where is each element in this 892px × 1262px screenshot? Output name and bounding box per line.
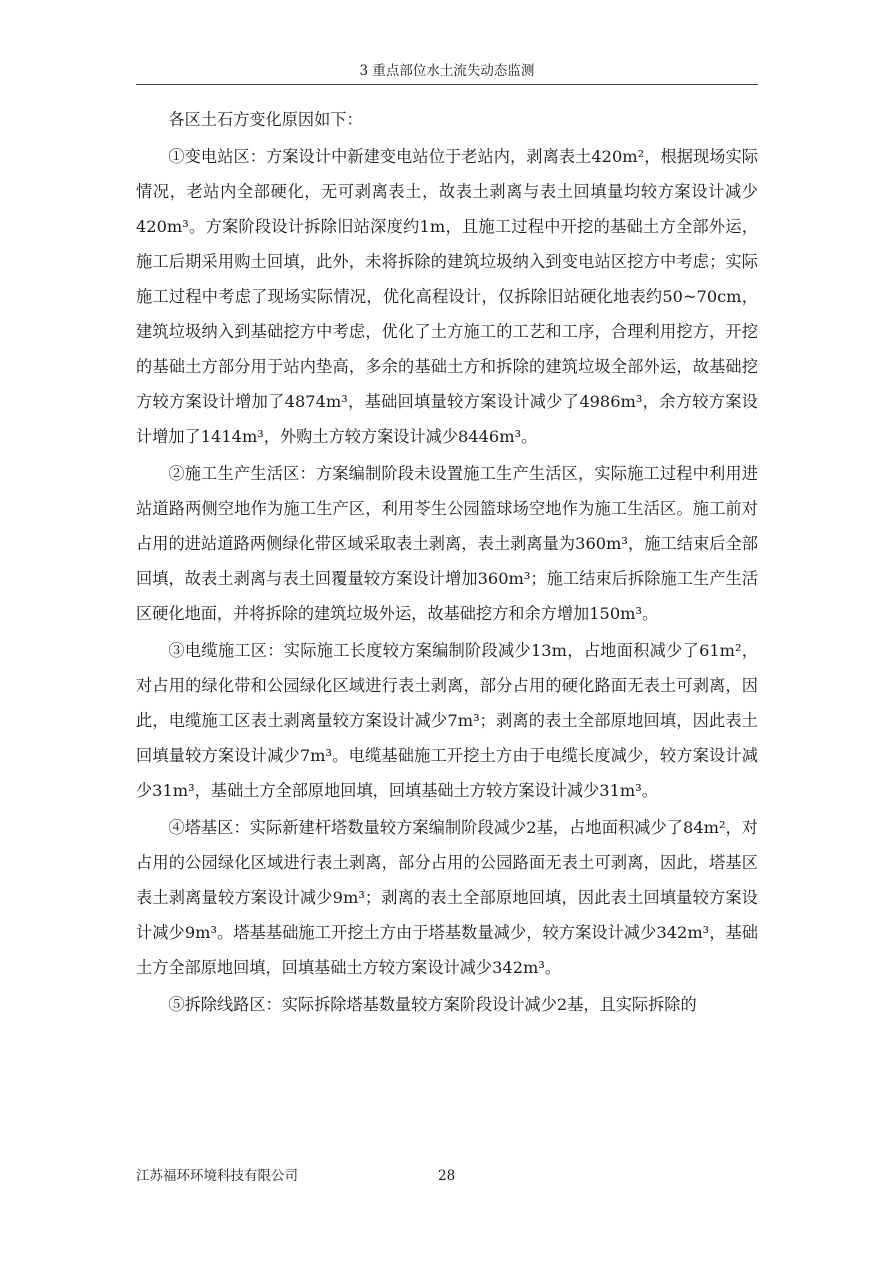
page-number: 28 xyxy=(438,1168,456,1184)
company-name: 江苏福环环境科技有限公司 xyxy=(136,1168,298,1184)
paragraph-construction-living-area: ②施工生产生活区：方案编制阶段未设置施工生产生活区，实际施工过程中利用进站道路两侧空地作为施工生产区，利用苓生公园篮球场空地作为施工生活区。施工前对占用的进站道路两侧绿化带区域采取表土剥离，表土剥离量为360m³，施工结束后全部回填，故表土剥离与表土回覆量较方案设计增加360m³；施工结束后拆除施工生产生活区硬化地面，并将拆除的建筑垃圾外运，故基础挖方和余方增加150m³。 xyxy=(136,464,758,623)
paragraph-substation-area: ①变电站区：方案设计中新建变电站位于老站内，剥离表土420m²，根据现场实际情况，老站内全部硬化，无可剥离表土，故表土剥离与表土回填量均较方案设计减少420m³。方案阶段设计拆除旧站深度约1m，且施工过程中开挖的基础土方全部外运，施工后期采用购土回填，此外，未将拆除的建筑垃圾纳入到变电站区挖方中考虑；实际施工过程中考虑了现场实际情况，优化高程设计，仅拆除旧站硬化地表约50~70cm，建筑垃圾纳入到基础挖方中考虑，优化了土方施工的工艺和工序，合理利用挖方，开挖的基础土方部分用于站内垫高，多余的基础土方和拆除的建筑垃圾全部外运，故基础挖方较方案设计增加了4874m³，基础回填量较方案设计减少了4986m³，余方较方案设计增加了1414m³，外购土方较方案设计减少8446m³。 xyxy=(136,147,758,446)
body-text xyxy=(136,102,758,1024)
paragraph-line-removal-area: ⑤拆除线路区：实际拆除塔基数量较方案阶段设计减少2基，且实际拆除的 xyxy=(168,995,697,1014)
paragraph-cable-construction-area: ③电缆施工区：实际施工长度较方案编制阶段减少13m，占地面积减少了61m²，对占用的绿化带和公园绿化区域进行表土剥离，部分占用的硬化路面无表土可剥离，因此，电缆施工区表土剥离量较方案设计减少7m³；剥离的表土全部原地回填，因此表土回填量较方案设计减少7m³。电缆基础施工开挖土方由于电缆长度减少，较方案设计减少31m³，基础土方全部原地回填，回填基础土方较方案设计减少31m³。 xyxy=(136,641,758,800)
page-header: 3 重点部位水土流失动态监测 xyxy=(136,62,758,85)
paragraph-intro: 各区土石方变化原因如下： xyxy=(168,110,363,129)
paragraph-tower-base-area: ④塔基区：实际新建杆塔数量较方案编制阶段减少2基，占地面积减少了84m²，对占用的公园绿化区域进行表土剥离，部分占用的公园路面无表土可剥离，因此，塔基区表土剥离量较方案设计减少9m³；剥离的表土全部原地回填，因此表土回填量较方案设计减少9m³。塔基基础施工开挖土方由于塔基数量减少，较方案设计减少342m³，基础土方全部原地回填，回填基础土方较方案设计减少342m³。 xyxy=(136,818,758,977)
